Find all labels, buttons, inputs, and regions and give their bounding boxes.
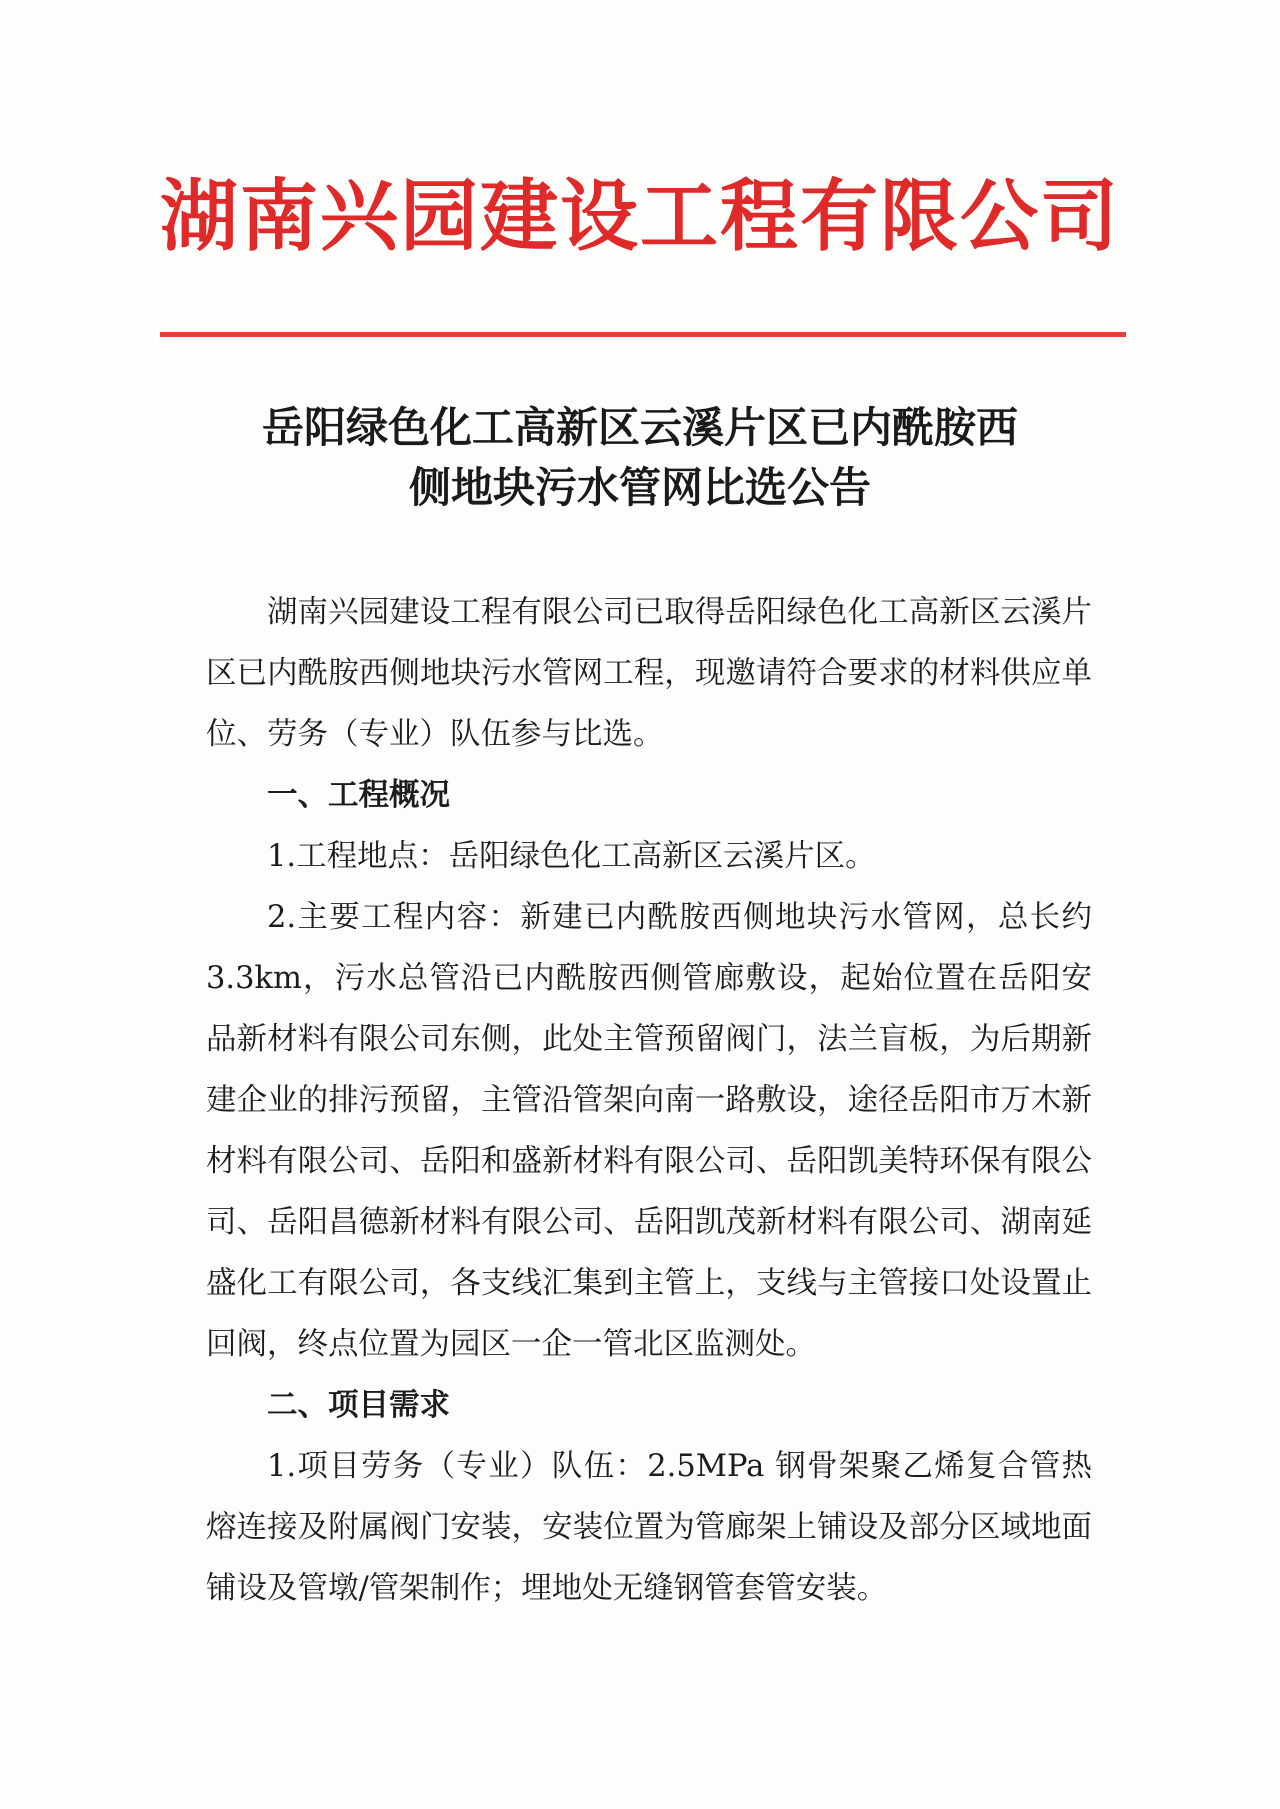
section-heading-project-overview: 一、工程概况	[267, 778, 450, 813]
section-heading-project-requirements: 二、项目需求	[267, 1388, 450, 1423]
project-location-paragraph: 1.工程地点：岳阳绿色化工高新区云溪片区。	[267, 839, 876, 874]
main-works-paragraph: 2.主要工程内容：新建已内酰胺西侧地块污水管网，总长约 3.3km，污水总管沿已内酰胺西侧管廊敷设，起始位置在岳阳安品新材料有限公司东侧，此处主管预留阀门，法兰盲板，为后期新建企业的排污预留，主管沿管架向南一路敷设，途径岳阳市万木新材料有限公司、岳阳和盛新材料有限公司、岳阳凯美特环保有限公司、岳阳昌德新材料有限公司、岳阳凯茂新材料有限公司、湖南延盛化工有限公司，各支线汇集到主管上，支线与主管接口处设置止回阀，终点位置为园区一企一管北区监测处。	[206, 900, 1092, 1362]
document-title-line-1: 岳阳绿色化工高新区云溪片区已内酰胺西	[261, 403, 1018, 452]
document-body	[206, 582, 1092, 1619]
labor-team-paragraph: 1.项目劳务（专业）队伍：2.5MPa 钢骨架聚乙烯复合管热熔连接及附属阀门安装，安装位置为管廊架上铺设及部分区域地面铺设及管墩/管架制作；埋地处无缝钢管套管安装。	[206, 1449, 1092, 1606]
letterhead-company-name: 湖南兴园建设工程有限公司	[159, 172, 1120, 262]
document-title-line-2: 侧地块污水管网比选公告	[408, 463, 871, 512]
letterhead-red-rule	[160, 332, 1126, 337]
document-title	[0, 398, 1280, 518]
intro-paragraph: 湖南兴园建设工程有限公司已取得岳阳绿色化工高新区云溪片区已内酰胺西侧地块污水管网工程，现邀请符合要求的材料供应单位、劳务（专业）队伍参与比选。	[206, 595, 1092, 752]
